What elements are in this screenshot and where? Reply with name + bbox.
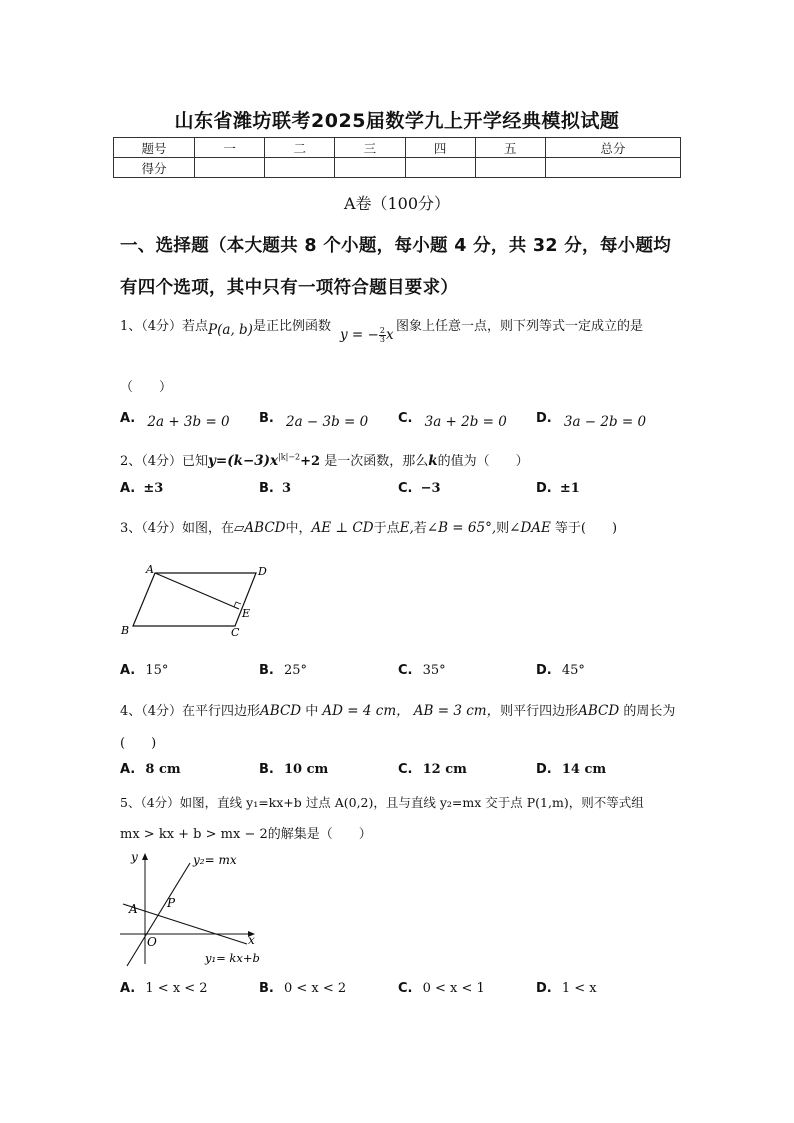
score-cell: 二 (265, 138, 335, 158)
score-cell: 三 (335, 138, 405, 158)
q5-line2 (120, 823, 372, 842)
volume-heading: A卷（100分） (343, 194, 451, 213)
q4-paren: ( ) (120, 736, 157, 751)
q4-option-c[interactable] (398, 762, 467, 777)
option-text: 25° (284, 663, 308, 678)
score-row-label: 得分 (114, 158, 195, 178)
label-y1-kxb: y₁= kx+b (205, 951, 260, 965)
option-text: 0 < x < 2 (284, 981, 347, 996)
q1-function (340, 327, 394, 344)
q1-suffix: 图象上任意一点，则下列等式一定成立的是 (396, 319, 644, 334)
option-text: 0 < x < 1 (422, 981, 485, 996)
q2-prefix: 2、（4分）已知 (120, 454, 209, 469)
q3-mid3: 若 (413, 521, 427, 536)
q1-option-a[interactable] (120, 410, 230, 430)
option-text: 45° (561, 663, 585, 678)
option-label: C. (398, 663, 413, 678)
q3-option-c[interactable] (398, 663, 446, 678)
q2-var: k (428, 453, 438, 469)
q2-exponent: |k|−2 (278, 452, 301, 462)
option-label: A. (120, 411, 136, 426)
q2-option-a[interactable] (120, 481, 163, 496)
right-angle-mark (234, 602, 241, 607)
q1-func-var: x (385, 327, 394, 343)
score-table-header-row (114, 138, 681, 158)
option-label: A. (120, 481, 136, 496)
label-y: y (131, 850, 138, 864)
option-text: ±3 (143, 481, 164, 496)
parallelogram-abcd (133, 573, 256, 626)
q1-frac-den: 3 (379, 335, 385, 344)
question-5: 5、（4分）如图，直线 y₁=kx+b 过点 A(0,2)，且与直线 y₂=mx 交于点 P(1,m)，则不等式组 (120, 795, 644, 810)
q3-angle-b: ∠B = 65°, (426, 520, 497, 536)
option-text: −3 (420, 481, 441, 496)
score-input-cell[interactable] (475, 158, 545, 178)
q1-middle: 是正比例函数 (252, 319, 331, 334)
q1-point: P(a, b) (208, 322, 253, 338)
option-text: 12 cm (422, 762, 467, 777)
label-d: D (258, 565, 267, 578)
score-table-score-row (114, 158, 681, 178)
option-text: 1 < x < 2 (145, 981, 208, 996)
q5-suffix: 的解集是（ ） (267, 827, 372, 842)
q2-middle: 是一次函数，那么 (324, 454, 429, 469)
segment-ae (155, 573, 239, 609)
score-input-cell[interactable] (195, 158, 265, 178)
label-e: E (242, 607, 251, 620)
q4-suffix: 的周长为 (623, 704, 676, 719)
q2-suffix: 的值为（ ） (437, 454, 529, 469)
score-cell: 总分 (545, 138, 680, 158)
option-label: A. (120, 663, 136, 678)
q4-abcd1: ABCD (260, 703, 302, 719)
label-c: C (231, 626, 240, 639)
q3-option-a[interactable] (120, 663, 168, 678)
q2-option-d[interactable] (536, 481, 580, 496)
option-label: A. (120, 981, 136, 996)
page-title: 山东省潍坊联考2025届数学九上开学经典模拟试题 (174, 110, 620, 132)
q3-mid4: 则 (496, 521, 510, 536)
q3-mid2: 于点 (373, 521, 400, 536)
q4-mid2: 则平行四边形 (500, 704, 579, 719)
q2-option-c[interactable] (398, 481, 441, 496)
option-label: D. (536, 481, 552, 496)
score-input-cell[interactable] (405, 158, 475, 178)
option-label: D. (536, 762, 552, 777)
q1-option-c[interactable] (398, 410, 507, 430)
label-p: P (167, 896, 176, 910)
question-4 (120, 699, 675, 719)
q4-mid1: 中 (305, 704, 319, 719)
score-cell: 题号 (114, 138, 195, 158)
option-text: 3 (282, 481, 292, 496)
label-b: B (121, 624, 130, 637)
q5-option-b[interactable] (259, 981, 346, 996)
option-text: 2a − 3b = 0 (286, 414, 369, 430)
option-label: A. (120, 762, 136, 777)
q3-para: ▱ABCD (234, 520, 286, 536)
option-text: 3a − 2b = 0 (563, 414, 647, 430)
score-cell: 一 (195, 138, 265, 158)
option-label: D. (536, 663, 552, 678)
q4-ab: AB = 3 cm， (413, 703, 501, 719)
q3-angle-dae: ∠DAE (509, 520, 551, 536)
q4-prefix: 4、（4分）在平行四边形 (120, 704, 261, 719)
y-axis-arrow (142, 853, 148, 860)
score-input-cell[interactable] (335, 158, 405, 178)
question-2 (120, 450, 529, 469)
option-text: 10 cm (284, 762, 329, 777)
q4-option-d[interactable] (536, 762, 606, 777)
label-y2-mx: y₂= mx (193, 853, 237, 867)
q3-prefix: 3、（4分）如图，在 (120, 521, 235, 536)
q3-point-e: E, (399, 520, 414, 536)
option-text: 14 cm (561, 762, 607, 777)
option-label: B. (259, 762, 274, 777)
q3-option-b[interactable] (259, 663, 307, 678)
q1-option-d[interactable] (536, 410, 647, 430)
q4-option-a[interactable] (120, 762, 181, 777)
option-label: D. (536, 981, 552, 996)
q5-graph-figure (115, 848, 275, 968)
q3-mid1: 中， (285, 521, 312, 536)
q1-fraction (379, 327, 386, 344)
option-label: C. (398, 981, 413, 996)
q4-option-b[interactable] (259, 762, 328, 777)
score-input-cell[interactable] (545, 158, 680, 178)
line-y1 (123, 904, 247, 944)
score-cell: 五 (475, 138, 545, 158)
label-x: x (248, 933, 255, 947)
option-label: B. (259, 663, 274, 678)
q5-inequality: mx > kx + b > mx − 2 (120, 827, 268, 842)
option-text: ±1 (559, 481, 580, 496)
label-a: A (146, 563, 154, 576)
option-label: C. (398, 411, 413, 426)
option-text: 2a + 3b = 0 (147, 414, 230, 430)
q1-prefix: 1、（4分）若点 (120, 319, 209, 334)
q5-option-c[interactable] (398, 981, 485, 996)
option-text: 8 cm (145, 762, 181, 777)
option-label: C. (398, 481, 413, 496)
option-text: 3a + 2b = 0 (424, 414, 507, 430)
score-table (113, 137, 681, 178)
option-label: C. (398, 762, 413, 777)
q3-option-d[interactable] (536, 663, 585, 678)
q3-perp: AE ⊥ CD (311, 520, 374, 536)
q2-expr: y=(k−3)x (208, 453, 279, 469)
question-3 (120, 517, 617, 536)
q5-option-a[interactable] (120, 981, 208, 996)
question-1 (120, 315, 331, 338)
option-label: B. (259, 411, 274, 426)
q1-paren: （ ） (120, 380, 173, 395)
option-label: B. (259, 981, 274, 996)
q4-ad: AD = 4 cm， (322, 703, 410, 719)
score-cell: 四 (405, 138, 475, 158)
q1-option-b[interactable] (259, 410, 369, 430)
label-a: A (129, 902, 138, 916)
option-text: 35° (422, 663, 446, 678)
option-label: B. (259, 481, 274, 496)
option-label: D. (536, 411, 552, 426)
q2-option-b[interactable] (259, 481, 291, 496)
q3-parallelogram-figure (115, 560, 265, 642)
q1-frac-num: 2 (379, 326, 385, 335)
score-input-cell[interactable] (265, 158, 335, 178)
q1-func-lhs: y = − (340, 327, 379, 343)
q2-expr-tail: +2 (300, 454, 321, 469)
q3-suffix: 等于( ) (554, 521, 618, 536)
q4-abcd2: ABCD (578, 703, 620, 719)
option-text: 15° (145, 663, 169, 678)
option-text: 1 < x (561, 981, 597, 996)
section-heading-line1: 一、选择题（本大题共 8 个小题，每小题 4 分，共 32 分，每小题均 (120, 236, 672, 256)
section-heading-line2: 有四个选项，其中只有一项符合题目要求） (120, 278, 459, 298)
q5-option-d[interactable] (536, 981, 597, 996)
label-o: O (147, 935, 157, 949)
